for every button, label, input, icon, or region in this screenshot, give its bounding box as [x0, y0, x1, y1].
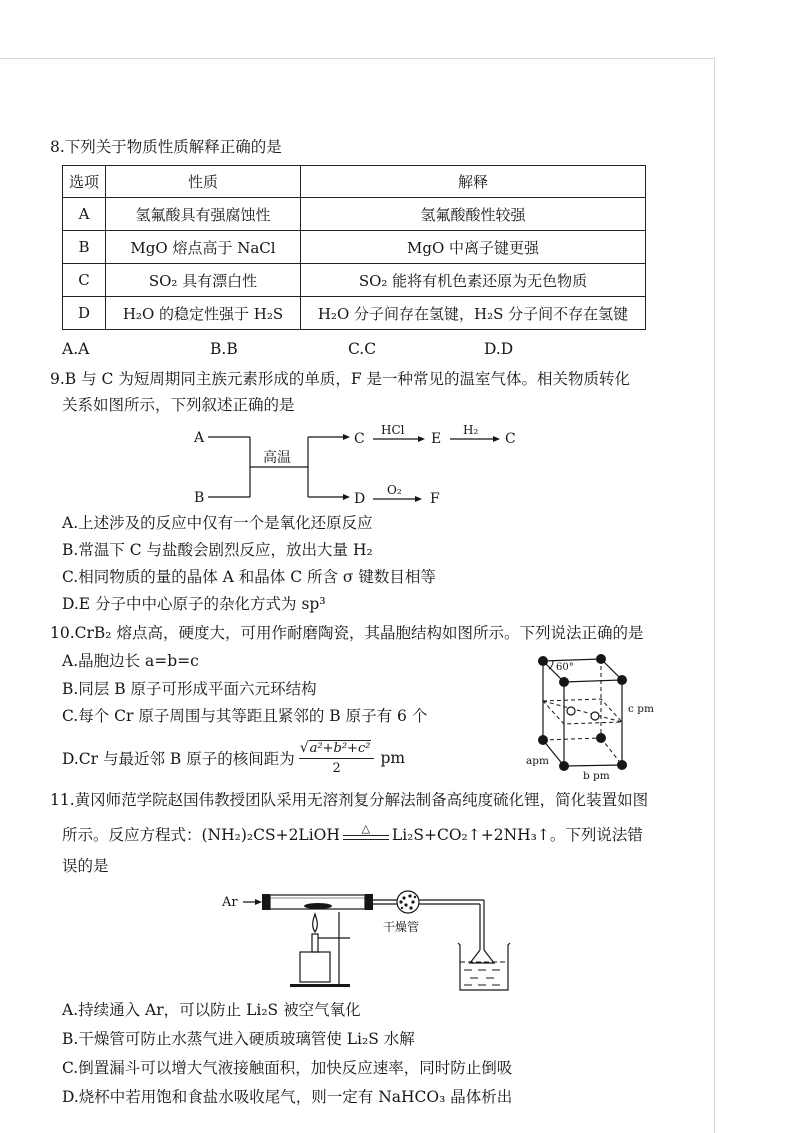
table-row	[63, 297, 646, 330]
q11-stem-line2	[62, 821, 643, 845]
middle-plane	[543, 699, 622, 724]
cr-atom	[538, 735, 548, 745]
label-f: F	[430, 491, 440, 507]
q8-option-c: C.C	[348, 340, 377, 358]
q11-stem-line1: 11.黄冈师范学院赵国伟教授团队采用无溶剂复分解法制备高纯度硫化锂，简化装置如图	[50, 791, 649, 809]
table-cell: A	[63, 198, 106, 231]
table-cell: C	[63, 264, 106, 297]
middle-plane-diagonal	[543, 701, 622, 722]
stopper-left	[262, 894, 270, 910]
q8-table	[62, 165, 646, 330]
arrowhead	[343, 434, 350, 440]
q9-option-a: A.上述涉及的反应中仅有一个是氧化还原反应	[62, 514, 373, 532]
gas-inlet-label: Ar	[222, 895, 238, 910]
equation-reactants: 所示。反应方程式：(NH₂)₂CS+2LiOH	[62, 826, 340, 844]
cr-atom	[559, 761, 569, 771]
desiccant	[399, 894, 416, 909]
label-c-product: C	[505, 431, 516, 447]
q8-option-b: B.B	[210, 340, 238, 358]
stand-base	[290, 984, 350, 987]
label-d: D	[354, 491, 366, 507]
stopper-right	[365, 894, 373, 910]
q11-apparatus-figure	[215, 878, 515, 993]
cr-atom	[596, 654, 606, 664]
q10-option-d	[62, 738, 405, 778]
edge-b-label: b pm	[583, 770, 610, 782]
table-cell: 氢氟酸具有强腐蚀性	[106, 198, 301, 231]
cr-atom	[538, 656, 548, 666]
sqrt-symbol: √	[299, 739, 309, 756]
cr-atom	[617, 760, 627, 770]
q10-option-a: A.晶胞边长 a=b=c	[62, 652, 199, 670]
label-c: C	[354, 431, 365, 447]
alcohol-lamp	[300, 952, 330, 982]
q11-option-a: A.持续通入 Ar，可以防止 Li₂S 被空气氧化	[62, 1001, 361, 1019]
b-atoms	[567, 707, 599, 720]
table-row	[63, 264, 646, 297]
cr-atom	[596, 733, 606, 743]
q9-conversion-diagram	[180, 420, 530, 515]
q9-option-d: D.E 分子中中心原子的杂化方式为 sp³	[62, 595, 326, 613]
label-reagent-h2: H₂	[463, 423, 479, 437]
distance-fraction	[299, 740, 375, 777]
arrowhead	[255, 899, 262, 905]
edge-c-label: c pm	[628, 703, 654, 715]
table-cell: MgO 中离子键更强	[301, 231, 646, 264]
arrowhead	[418, 436, 425, 442]
table-row	[63, 231, 646, 264]
fraction-numerator	[299, 740, 375, 759]
table-cell: H₂O 分子间存在氢键，H₂S 分子间不存在氢键	[301, 297, 646, 330]
table-cell: MgO 熔点高于 NaCl	[106, 231, 301, 264]
table-cell: 氢氟酸酸性较强	[301, 198, 646, 231]
label-a: A	[194, 430, 205, 446]
option-d-text: D.Cr 与最近邻 B 原子的核间距为	[62, 750, 295, 768]
q11-stem-line3: 误的是	[62, 857, 109, 875]
label-reagent-hcl: HCl	[381, 423, 405, 437]
angle-label: 60°	[556, 662, 574, 673]
label-reagent-o2: O₂	[387, 483, 402, 497]
fraction-denominator: 2	[332, 760, 341, 776]
header-explanation: 解释	[301, 166, 646, 198]
label-b: B	[194, 490, 205, 506]
q10-stem: 10.CrB₂ 熔点高，硬度大，可用作耐磨陶瓷，其晶胞结构如图所示。下列说法正确的是	[50, 624, 644, 642]
table-cell: SO₂ 具有漂白性	[106, 264, 301, 297]
header-option: 选项	[63, 166, 106, 198]
table-cell: H₂O 的稳定性强于 H₂S	[106, 297, 301, 330]
inverted-funnel	[470, 950, 494, 963]
q8-option-d: D.D	[484, 340, 514, 358]
q10-crystal-cell-figure	[515, 648, 655, 783]
arrowhead	[415, 496, 422, 502]
q8-stem: 8.下列关于物质性质解释正确的是	[50, 138, 282, 156]
table-cell: SO₂ 能将有机色素还原为无色物质	[301, 264, 646, 297]
drying-tube-label: 干燥管	[383, 920, 420, 934]
q9-option-b: B.常温下 C 与盐酸会剧烈反应，放出大量 H₂	[62, 541, 373, 559]
reaction-condition	[343, 823, 389, 840]
arrowhead	[493, 436, 500, 442]
q11-option-c: C.倒置漏斗可以增大气液接触面积，加快反应速率，同时防止倒吸	[62, 1059, 513, 1077]
b-atom	[591, 712, 599, 720]
arrowhead	[343, 494, 350, 500]
unit-label: pm	[380, 749, 406, 767]
reaction-boat	[304, 903, 332, 909]
q11-option-d: D.烧杯中若用饱和食盐水吸收尾气，则一定有 NaHCO₃ 晶体析出	[62, 1088, 513, 1106]
lamp-wick-holder	[312, 934, 318, 952]
table-row	[63, 198, 646, 231]
table-cell: B	[63, 231, 106, 264]
q9-stem-line2: 关系如图所示，下列叙述正确的是	[62, 396, 295, 414]
table-cell: D	[63, 297, 106, 330]
edge-a-label: apm	[526, 755, 549, 767]
equals-sign	[343, 835, 389, 840]
hidden-edge	[601, 738, 622, 765]
q9-option-c: C.相同物质的量的晶体 A 和晶体 C 所含 σ 键数目相等	[62, 568, 436, 586]
q9-stem-line1: 9.B 与 C 为短周期同主族元素形成的单质，F 是一种常见的温室气体。相关物质转化	[50, 370, 631, 388]
hidden-edge	[543, 738, 601, 740]
beaker-liquid	[460, 962, 508, 985]
label-e: E	[431, 431, 442, 447]
q10-option-b: B.同层 B 原子可形成平面六元环结构	[62, 680, 317, 698]
cell-top-face	[543, 659, 622, 682]
cell-edge-b	[564, 765, 622, 766]
flame	[313, 914, 318, 932]
q10-option-c: C.每个 Cr 原子周围与其等距且紧邻的 B 原子有 6 个	[62, 707, 428, 725]
equation-products: Li₂S+CO₂↑+2NH₃↑。下列说法错	[391, 826, 643, 844]
cr-atom	[559, 677, 569, 687]
label-condition: 高温	[263, 450, 291, 466]
radicand: a²+b²+c²	[309, 740, 371, 756]
q11-option-b: B.干燥管可防止水蒸气进入硬质玻璃管使 Li₂S 水解	[62, 1030, 415, 1048]
heat-symbol: △	[361, 821, 371, 835]
q8-option-a: A.A	[62, 340, 90, 358]
b-atom	[567, 707, 575, 715]
header-property: 性质	[106, 166, 301, 198]
table-header-row	[63, 166, 646, 198]
cr-atom	[617, 675, 627, 685]
